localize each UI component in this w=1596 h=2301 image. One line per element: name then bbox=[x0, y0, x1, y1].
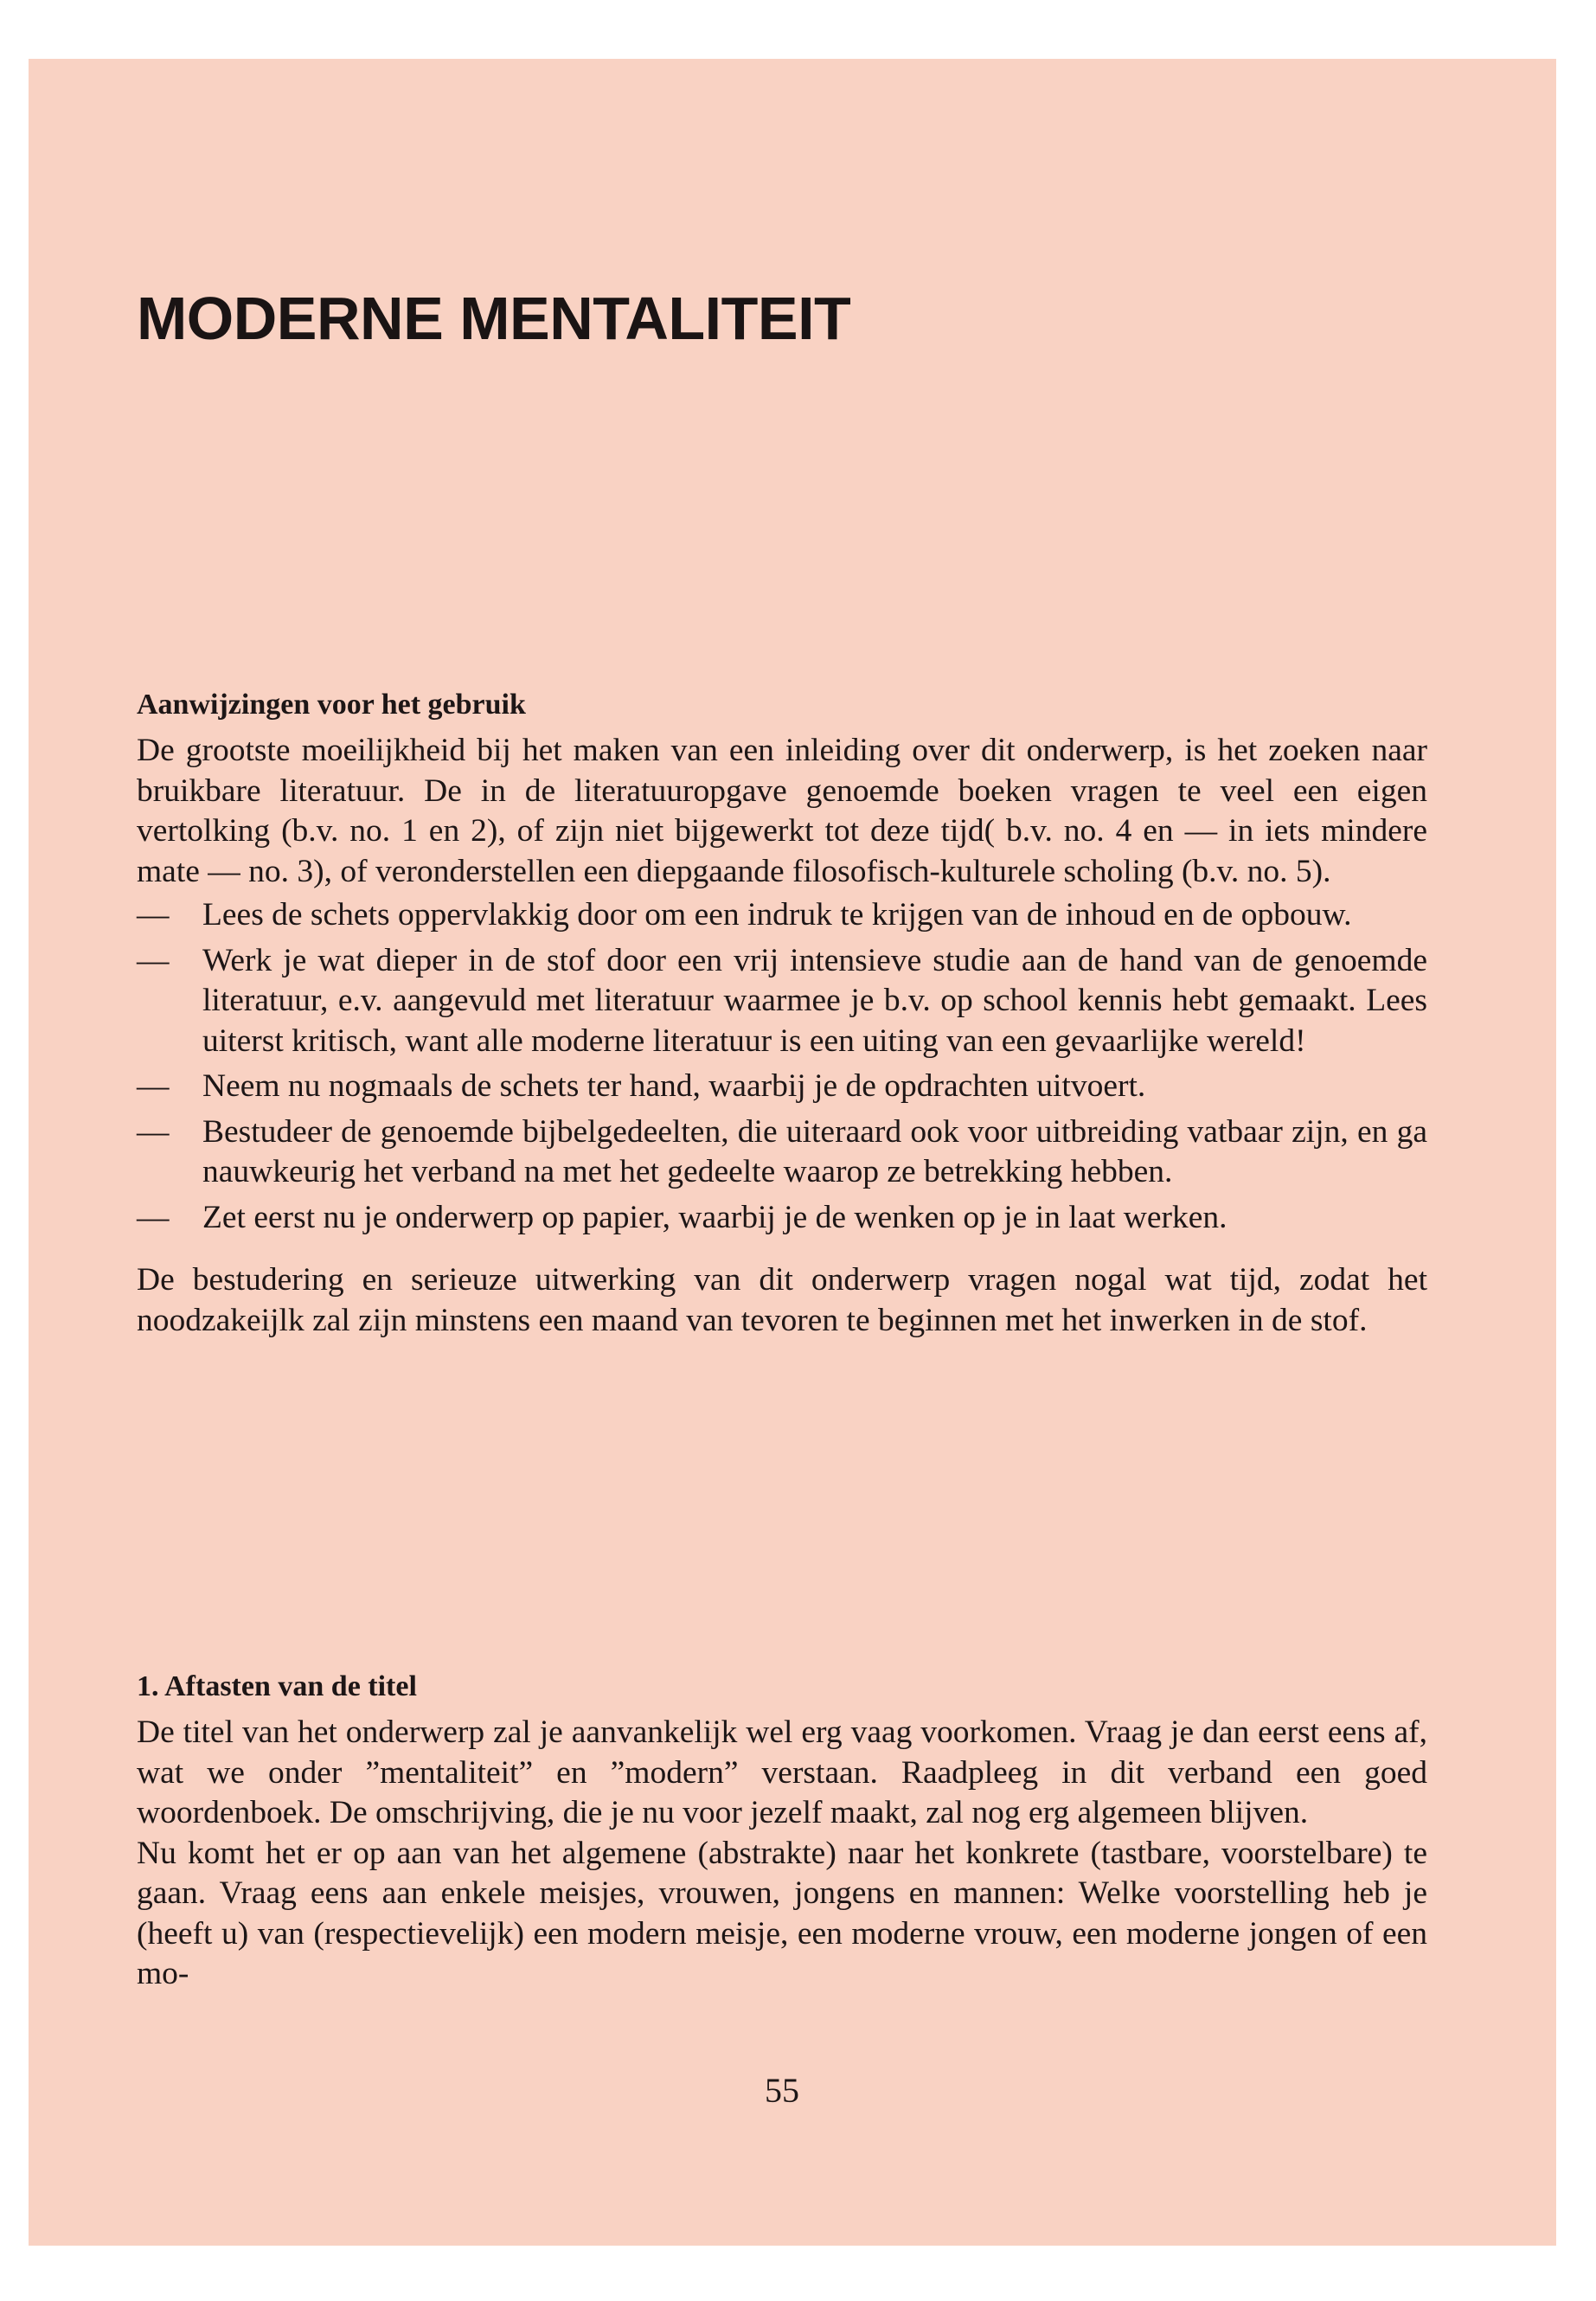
dash-bullet: — bbox=[137, 1199, 170, 1235]
section-1-paragraph-2: Nu komt het er op aan van het algemene (abstrakte) naar het konkrete (tastbare, voorstelbare) te gaan. Vraag eens aan enkele meisjes, vrouwen, jongens en mannen: Welke voorstelling heb je (heeft u) van (respectievelijk) een modern meisje, een moderne vrouw, een moderne jongen of een mo- bbox=[137, 1835, 1427, 1991]
closing-paragraph: De bestudering en serieuze uitwerking van dit onderwerp vragen nogal wat tijd, zodat het noodzakeijlk zal zijn minstens een maand van tevoren te beginnen met het inwerken in de stof. bbox=[137, 1262, 1427, 1338]
list-item-text: Neem nu nogmaals de schets ter hand, waarbij je de opdrachten uitvoert. bbox=[202, 1068, 1146, 1104]
list-item bbox=[137, 1067, 1427, 1107]
list-item-text: Zet eerst nu je onderwerp op papier, waarbij je de wenken op je in laat werken. bbox=[202, 1199, 1227, 1235]
list-item-text: Werk je wat dieper in de stof door een vrij intensieve studie aan de hand van de genoemde literatuur, e.v. aangevuld met literatuur waarmee je b.v. op school kennis hebt gemaakt. Lees uiterst kritisch, want alle moderne literatuur is een uiting van een gevaarlijke wereld! bbox=[202, 942, 1427, 1059]
list-item bbox=[137, 1198, 1427, 1239]
page-number: 55 bbox=[765, 2071, 799, 2110]
dash-bullet: — bbox=[137, 897, 170, 933]
section-1 bbox=[137, 1668, 1427, 1995]
page-title: MODERNE MENTALITEIT bbox=[137, 285, 851, 352]
document-page bbox=[29, 59, 1556, 2246]
dash-bullet: — bbox=[137, 1068, 170, 1104]
dash-bullet: — bbox=[137, 942, 170, 978]
instruction-list bbox=[137, 895, 1427, 1238]
list-item-text: Lees de schets oppervlakkig door om een indruk te krijgen van de inhoud en de opbouw. bbox=[202, 897, 1352, 933]
intro-section bbox=[137, 686, 1427, 1341]
section-1-heading: 1. Aftasten van de titel bbox=[137, 1670, 417, 1702]
section-1-paragraph-1: De titel van het onderwerp zal je aanvankelijk wel erg vaag voorkomen. Vraag je dan eerst eens af, wat we onder ”mentaliteit” en ”modern” verstaan. Raadpleeg in dit verband een goed woordenboek. De omschrijving, die je nu voor jezelf maakt, zal nog erg algemeen blijven. bbox=[137, 1715, 1427, 1830]
dash-bullet: — bbox=[137, 1113, 170, 1150]
intro-heading: Aanwijzingen voor het gebruik bbox=[137, 689, 526, 721]
list-item bbox=[137, 895, 1427, 936]
intro-paragraph: De grootste moeilijkheid bij het maken van een inleiding over dit onderwerp, is het zoeken naar bruikbare literatuur. De in de literatuuropgave genoemde boeken vragen te veel een eigen vertolking (b.v. no. 1 en 2), of zijn niet bijgewerkt tot deze tijd( b.v. no. 4 en — in iets mindere mate — no. 3), of veronderstellen een diepgaande filosofisch-kulturele scholing (b.v. no. 5). bbox=[137, 733, 1427, 889]
list-item-text: Bestudeer de genoemde bijbelgedeelten, die uiteraard ook voor uitbreiding vatbaar zijn, en ga nauwkeurig het verband na met het gedeelte waarop ze betrekking hebben. bbox=[202, 1113, 1427, 1189]
list-item bbox=[137, 1112, 1427, 1193]
list-item bbox=[137, 941, 1427, 1062]
